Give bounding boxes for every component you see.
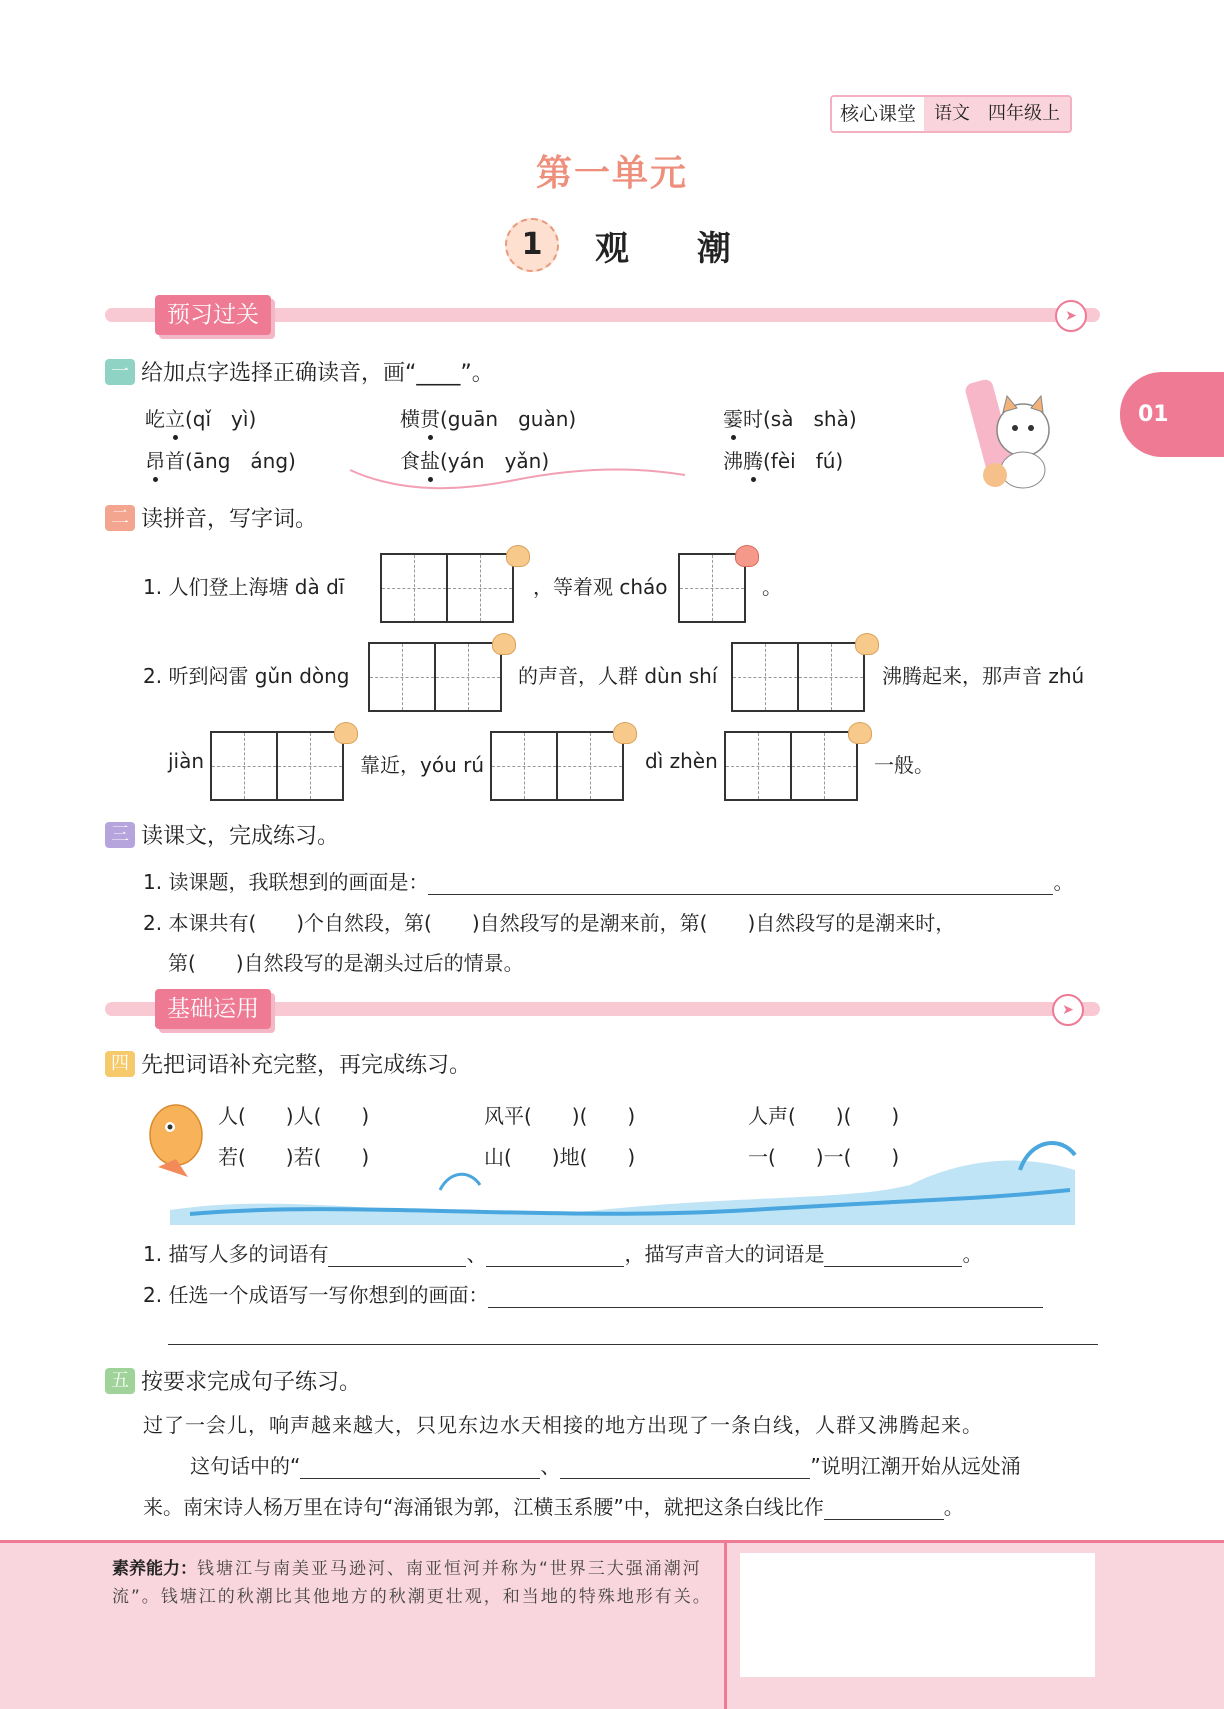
shell-icon xyxy=(334,722,358,744)
shell-icon xyxy=(848,722,872,744)
band-label-preview: 预习过关 xyxy=(155,295,271,335)
write-box-dadi[interactable] xyxy=(380,553,514,623)
footer-note-box xyxy=(740,1553,1095,1677)
write-box-youru[interactable] xyxy=(490,731,624,801)
pinyin-line-2c: 沸腾起来，那声音 zhú xyxy=(882,664,1085,688)
answer-line[interactable] xyxy=(328,1248,466,1267)
lesson-title: 观 潮 xyxy=(595,228,759,269)
pinyin-line-1c: 。 xyxy=(762,575,782,599)
page-number-tab: 01 xyxy=(1120,372,1224,457)
pinyin-line-1a: 1. 人们登上海塘 dà dī xyxy=(143,575,345,599)
reading-item-4: 昂首(āng áng) xyxy=(145,445,296,474)
pinyin-line-3d: 一般。 xyxy=(874,753,934,777)
idiom-1: 人( )人( ) xyxy=(218,1104,370,1128)
section-badge: 四 xyxy=(105,1051,135,1077)
question-3-2-cont: 第( )自然段写的是潮头过后的情景。 xyxy=(168,951,524,975)
idiom-6: 一( )一( ) xyxy=(748,1145,900,1169)
section-5-heading xyxy=(105,1365,361,1396)
footer-text: 素养能力：钱塘江与南美亚马逊河、南亚恒河并称为“世界三大强涌潮河流”。钱塘江的秋潮比其他地方的秋潮更壮观，和当地的特殊地形有关。 xyxy=(112,1559,712,1607)
pinyin-line-2a: 2. 听到闷雷 gǔn dòng xyxy=(143,664,350,688)
write-box-chao[interactable] xyxy=(678,553,746,623)
idiom-2: 风平( )( ) xyxy=(484,1104,636,1128)
answer-line[interactable] xyxy=(428,876,1053,895)
section-title: 给加点字选择正确读音，画“____”。 xyxy=(141,361,494,386)
section-1-heading xyxy=(105,356,494,387)
answer-line[interactable] xyxy=(824,1248,962,1267)
idiom-4: 若( )若( ) xyxy=(218,1145,370,1169)
answer-line[interactable] xyxy=(560,1460,810,1479)
decorative-ribbon xyxy=(345,455,695,495)
unit-title: 第一单元 xyxy=(535,153,688,194)
wave-decoration xyxy=(150,1130,1085,1225)
cat-with-pencil-icon xyxy=(955,370,1065,495)
section-3-heading xyxy=(105,819,339,850)
footer-divider xyxy=(724,1543,727,1709)
paper-plane-icon: ➤ xyxy=(1055,300,1087,332)
section-4-heading xyxy=(105,1048,471,1079)
shell-icon xyxy=(855,633,879,655)
reading-item-1: 屹立(qǐ yì) xyxy=(145,403,256,432)
write-box-gundong[interactable] xyxy=(368,642,502,712)
subject-grade: 语文 四年级上 xyxy=(924,97,1070,131)
lesson-number: 1 xyxy=(505,218,559,272)
reading-item-5: 食盐(yán yǎn) xyxy=(400,445,549,474)
section-title: 读拼音，写字词。 xyxy=(141,507,318,532)
pinyin-line-3b: 靠近，yóu rú xyxy=(360,753,485,777)
pinyin-line-3a: jiàn xyxy=(168,749,205,773)
section-badge: 五 xyxy=(105,1368,135,1394)
pinyin-line-2b: 的声音，人群 dùn shí xyxy=(518,664,718,688)
section-2-heading xyxy=(105,502,317,533)
paper-plane-icon: ➤ xyxy=(1052,994,1084,1026)
pinyin-line-1b: ，等着观 cháo xyxy=(533,575,668,599)
answer-line-full[interactable] xyxy=(168,1344,1098,1345)
write-box-dunshi[interactable] xyxy=(731,642,865,712)
answer-line[interactable] xyxy=(488,1289,1043,1308)
reading-item-6: 沸腾(fèi fú) xyxy=(723,445,843,474)
band-label-basic: 基础运用 xyxy=(155,989,271,1029)
question-3-2: 2. 本课共有( )个自然段，第( )自然段写的是潮来前，第( )自然段写的是潮来时， xyxy=(143,911,956,935)
reading-item-2: 横贯(guān guàn) xyxy=(400,403,576,432)
answer-line[interactable] xyxy=(486,1248,624,1267)
section-badge: 一 xyxy=(105,359,135,385)
section-title: 读课文，完成练习。 xyxy=(141,824,340,849)
shell-icon xyxy=(506,545,530,567)
section-title: 先把词语补充完整，再完成练习。 xyxy=(141,1053,472,1078)
pinyin-line-3c: dì zhèn xyxy=(645,749,718,773)
shell-icon xyxy=(613,722,637,744)
idiom-5: 山( )地( ) xyxy=(484,1145,636,1169)
header-tag xyxy=(830,95,1072,133)
passage-sentence: 过了一会儿，响声越来越大，只见东边水天相接的地方出现了一条白线，人群又沸腾起来。 xyxy=(143,1413,983,1437)
reading-item-3: 霎时(sà shà) xyxy=(723,403,857,432)
question-5-a: 这句话中的“ 、 ”说明江潮开始从远处涌 xyxy=(190,1454,1021,1478)
write-box-dizhen[interactable] xyxy=(724,731,858,801)
question-4-1: 1. 描写人多的词语有 、 ，描写声音大的词语是 。 xyxy=(143,1242,983,1266)
footer-panel xyxy=(0,1540,1224,1709)
question-5-b: 来。南宋诗人杨万里在诗句“海涌银为郭，江横玉系腰”中，就把这条白线比作 。 xyxy=(143,1495,964,1519)
idiom-3: 人声( )( ) xyxy=(748,1104,900,1128)
series-name: 核心课堂 xyxy=(832,97,924,131)
section-badge: 二 xyxy=(105,505,135,531)
octopus-icon xyxy=(735,545,759,567)
shell-icon xyxy=(492,633,516,655)
write-box-zhujian[interactable] xyxy=(210,731,344,801)
question-3-1: 1. 读课题，我联想到的画面是： 。 xyxy=(143,870,1074,894)
answer-line[interactable] xyxy=(824,1501,944,1520)
section-title: 按要求完成句子练习。 xyxy=(141,1370,362,1395)
question-4-2: 2. 任选一个成语写一写你想到的画面： xyxy=(143,1279,1043,1308)
section-badge: 三 xyxy=(105,822,135,848)
answer-line[interactable] xyxy=(300,1460,540,1479)
lesson-heading xyxy=(505,218,759,272)
